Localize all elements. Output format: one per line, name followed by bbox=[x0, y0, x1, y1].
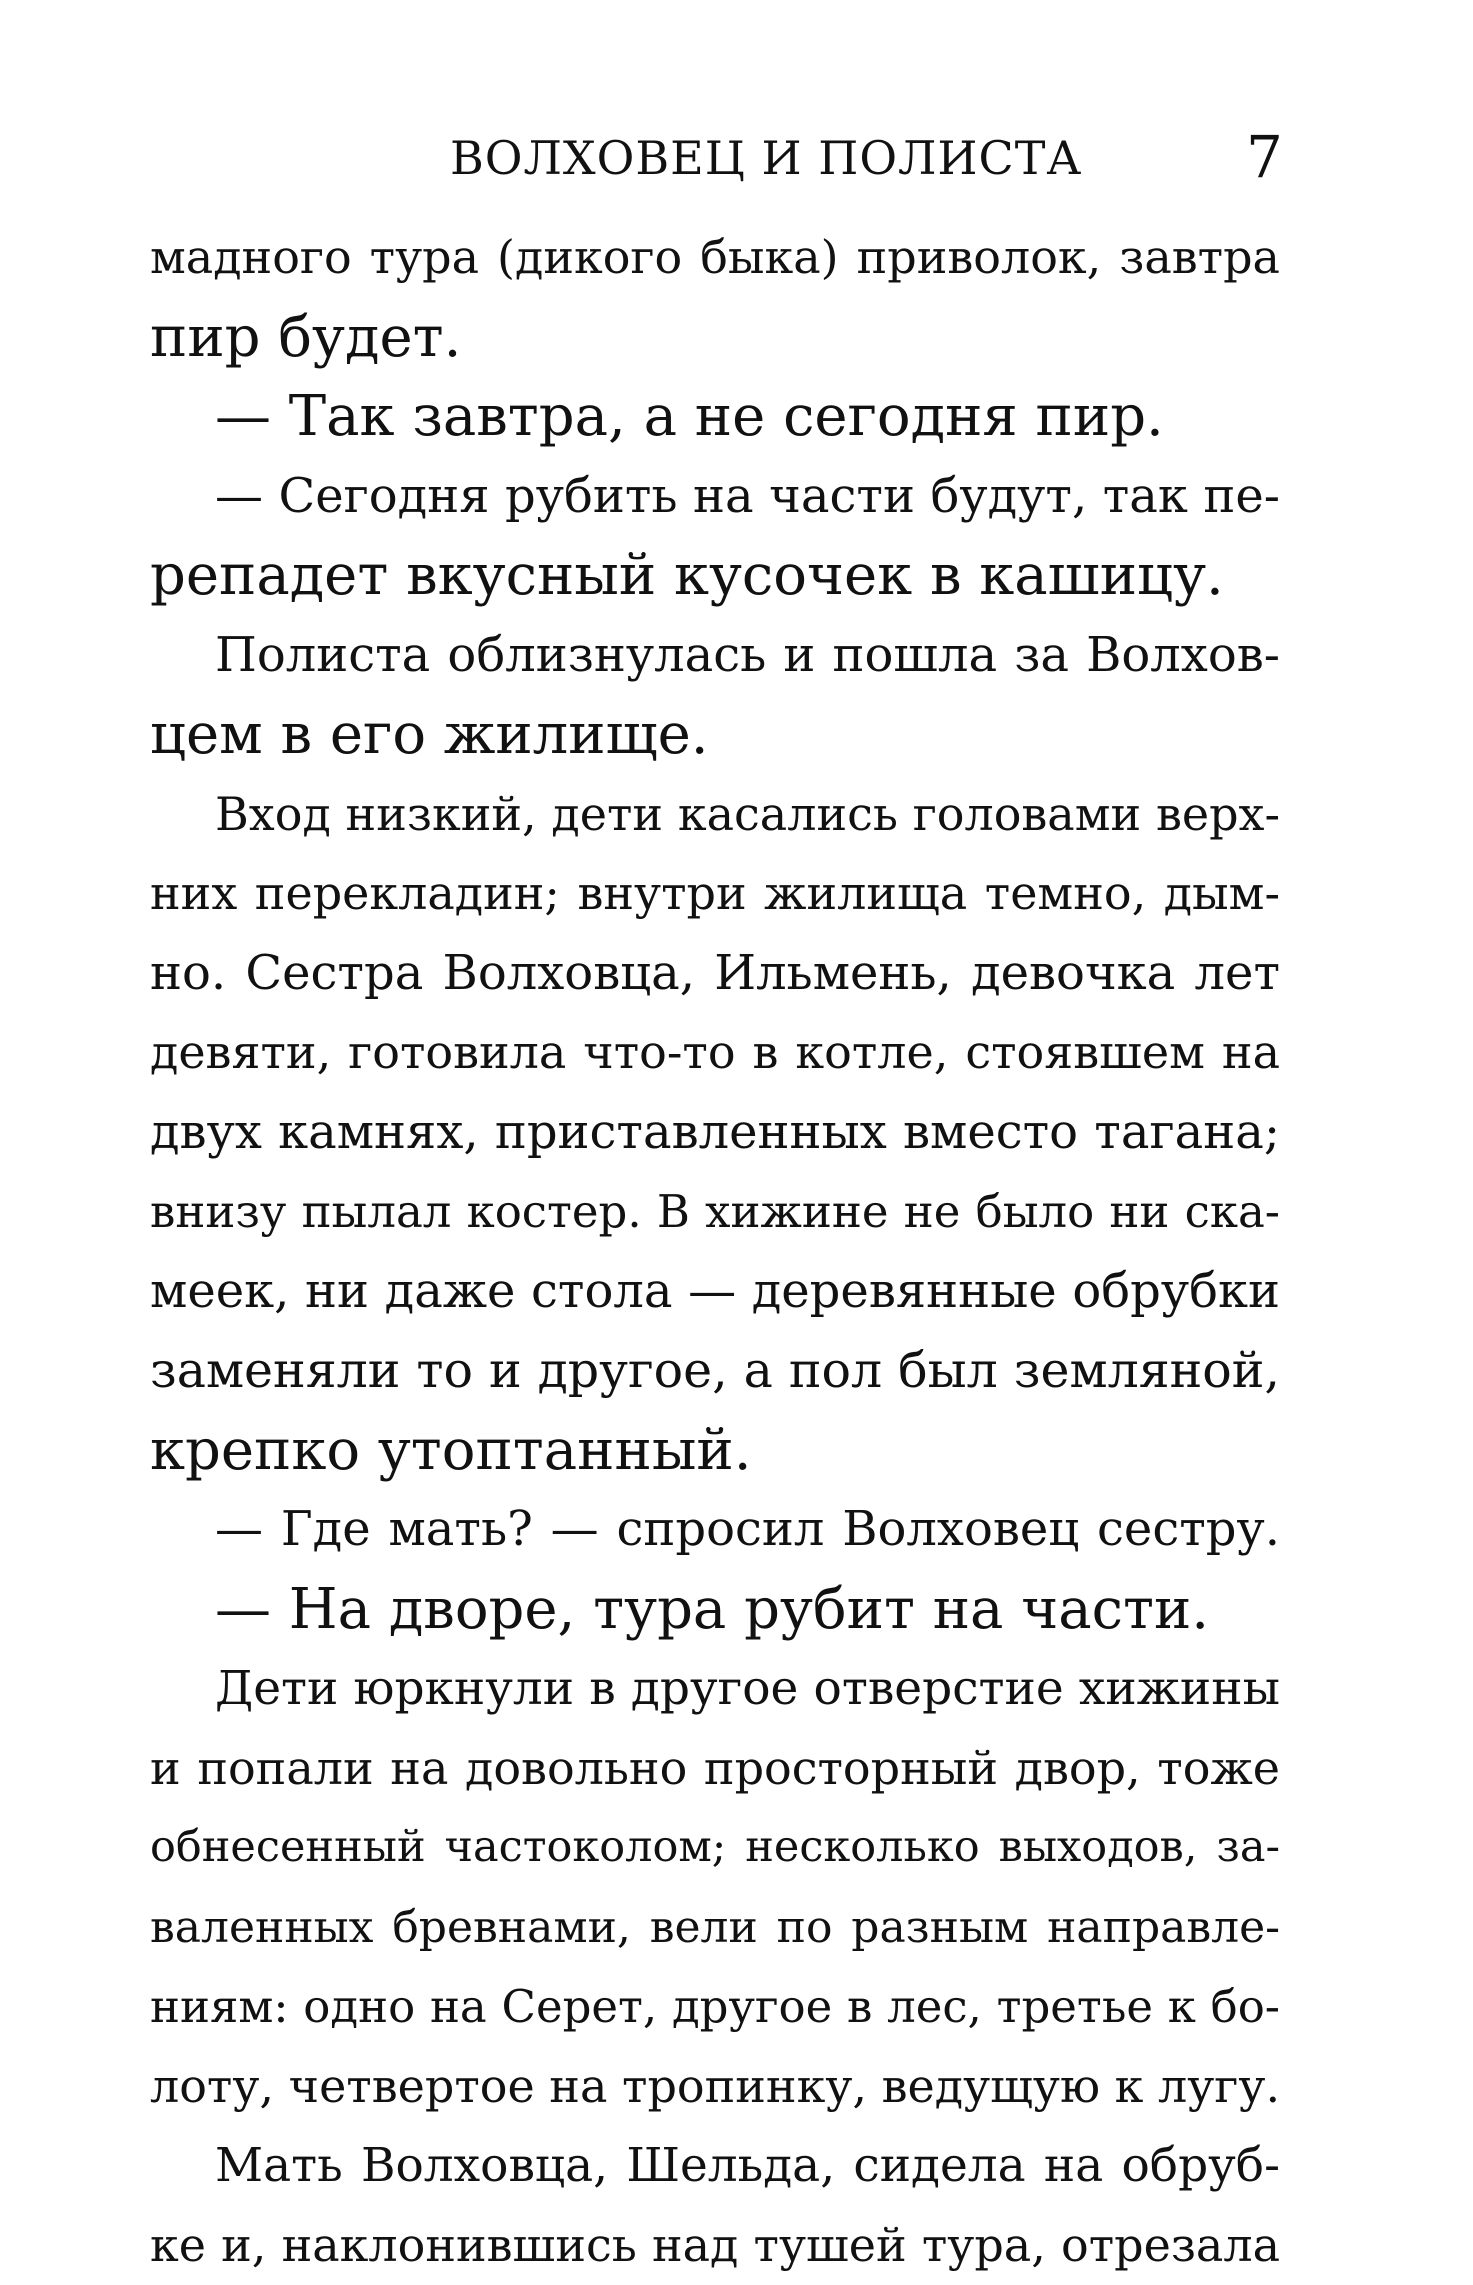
text-line: Полиста облизнулась и пошла за Волхов- bbox=[150, 616, 1280, 696]
body-text bbox=[150, 218, 1280, 2285]
text-line: мадного тура (дикого быка) приволок, завтра bbox=[150, 218, 1280, 298]
page-number: 7 bbox=[1246, 122, 1283, 192]
running-title: ВОЛХОВЕЦ И ПОЛИСТА bbox=[450, 128, 1082, 188]
text-line: Дети юркнули в другое отверстие хижины bbox=[150, 1649, 1280, 1729]
text-line: ке и, наклонившись над тушей тура, отрезала bbox=[150, 2206, 1280, 2285]
text-line: обнесенный частоколом; несколько выходов, за- bbox=[150, 1808, 1280, 1888]
text-line: но. Сестра Волховца, Ильмень, девочка лет bbox=[150, 934, 1280, 1014]
text-line: внизу пылал костер. В хижине не было ни ска- bbox=[150, 1172, 1280, 1252]
text-line: и попали на довольно просторный двор, тоже bbox=[150, 1729, 1280, 1809]
text-line: Мать Волховца, Шельда, сидела на обруб- bbox=[150, 2126, 1280, 2206]
text-line: — На дворе, тура рубит на части. bbox=[150, 1570, 1280, 1650]
text-line: меек, ни даже стола — деревянные обрубки bbox=[150, 1252, 1280, 1332]
text-line: — Так завтра, а не сегодня пир. bbox=[150, 377, 1280, 457]
text-line: лоту, четвертое на тропинку, ведущую к лугу. bbox=[150, 2047, 1280, 2127]
text-line: заменяли то и другое, а пол был земляной, bbox=[150, 1331, 1280, 1411]
text-line: крепко утоптанный. bbox=[150, 1411, 1280, 1491]
text-line: валенных бревнами, вели по разным направле- bbox=[150, 1888, 1280, 1968]
text-line: пир будет. bbox=[150, 298, 1280, 378]
text-line: девяти, готовила что-то в котле, стоявшем на bbox=[150, 1013, 1280, 1093]
text-line: цем в его жилище. bbox=[150, 695, 1280, 775]
text-line: ниям: одно на Серет, другое в лес, третье к бо- bbox=[150, 1967, 1280, 2047]
text-line: Вход низкий, дети касались головами верх- bbox=[150, 775, 1280, 855]
text-line: репадет вкусный кусочек в кашицу. bbox=[150, 536, 1280, 616]
running-head bbox=[0, 128, 1473, 188]
text-line: — Сегодня рубить на части будут, так пе- bbox=[150, 457, 1280, 537]
text-line: — Где мать? — спросил Волховец сестру. bbox=[150, 1490, 1280, 1570]
text-line: двух камнях, приставленных вместо тагана; bbox=[150, 1093, 1280, 1173]
text-line: них перекладин; внутри жилища темно, дым- bbox=[150, 854, 1280, 934]
